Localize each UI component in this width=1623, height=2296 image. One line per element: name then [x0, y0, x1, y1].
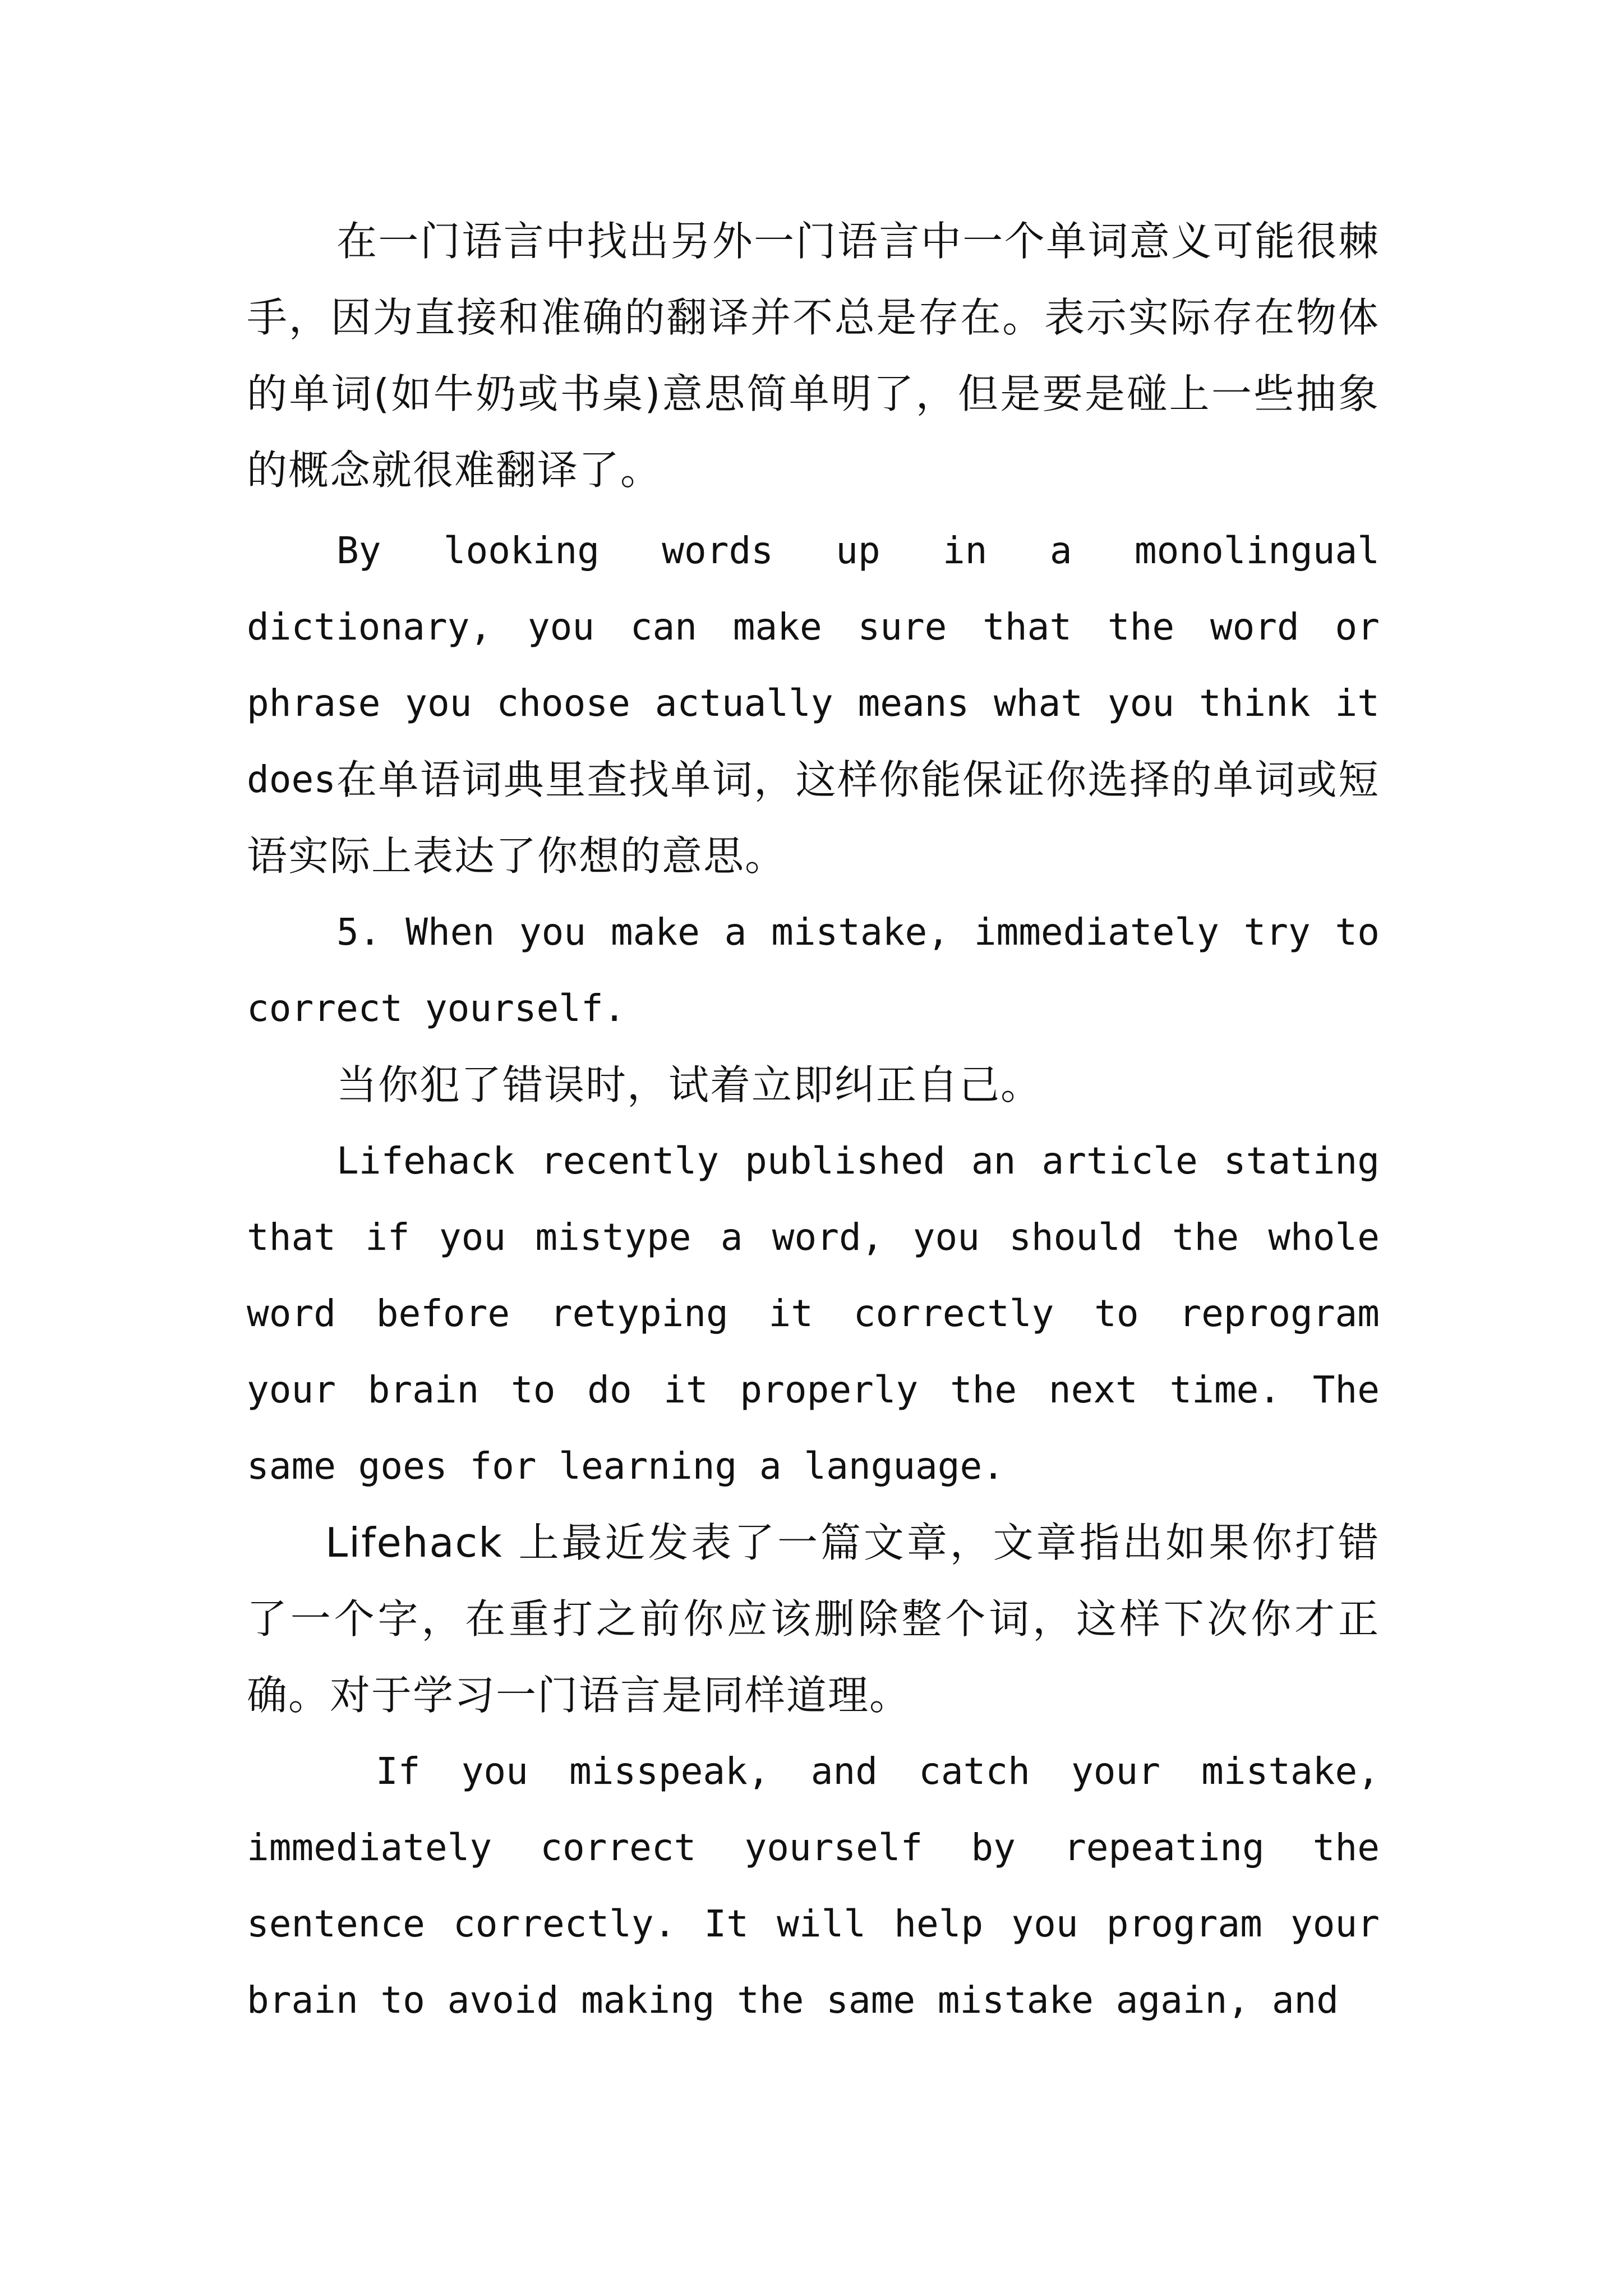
- paragraph-en-monolingual-dictionary: By looking words up in a monolingual dictionary, you can make sure that the word or phrase you choose actually means what you think it does.: [247, 529, 1380, 801]
- paragraph-zh-translation-difficulty: 在一门语言中找出另外一门语言中一个单词意义可能很棘手，因为直接和准确的翻译并不总是存在。表示实际存在物体的单词(如牛奶或书桌)意思简单明了，但是要是碰上一些抽象的概念就很难翻译了。: [247, 218, 1380, 494]
- paragraph-zh-tip-5-heading: 当你犯了错误时，试着立即纠正自己。: [336, 1061, 1043, 1108]
- paragraph-en-misspeak: If you misspeak, and catch your mistake, immediately correct yourself by repeating the sentence correctly. It will help you program your brain to avoid making the same mistake again, and: [247, 1750, 1380, 2022]
- paragraph-en-tip-5-heading: 5. When you make a mistake, immediately try to correct yourself.: [247, 910, 1380, 1030]
- paragraph-zh-lifehack-article: Lifehack 上最近发表了一篇文章，文章指出如果你打错了一个字，在重打之前你应该删除整个词，这样下次你才正确。对于学习一门语言是同样道理。: [247, 1519, 1380, 1719]
- paragraph-zh-monolingual-dictionary: 在单语词典里查找单词，这样你能保证你选择的单词或短语实际上表达了你想的意思。: [247, 756, 1380, 880]
- paragraph-en-lifehack-article: Lifehack recently published an article stating that if you mistype a word, you should the whole word before retyping it correctly to reprogram your brain to do it properly the next time. The same goes for learning a language.: [247, 1139, 1380, 1488]
